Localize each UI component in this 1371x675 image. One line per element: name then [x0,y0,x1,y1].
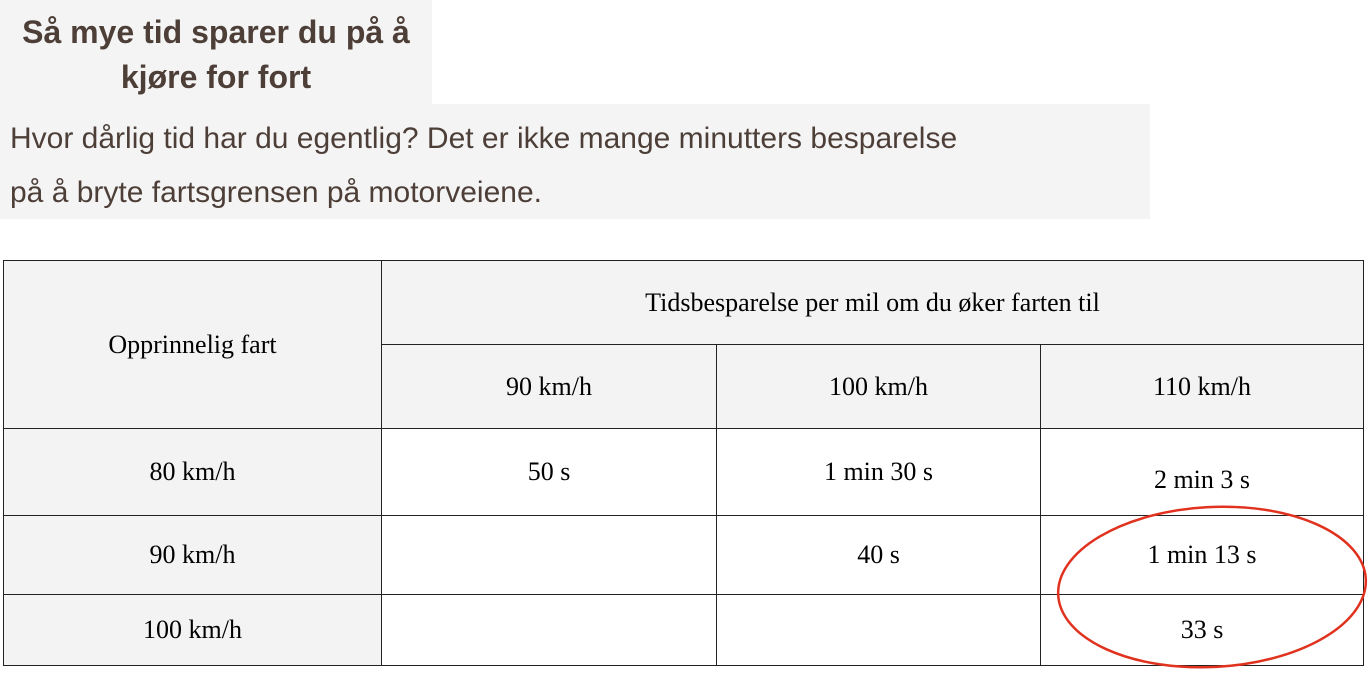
headline [0,0,432,104]
intro-line-1: Hvor dårlig tid har du egentlig? Det er ikke mange minutters besparelse [10,122,958,155]
intro-text [0,104,1150,219]
group-header-time-savings: Tidsbesparelse per mil om du øker farten til [382,261,1364,345]
column-header-110: 110 km/h [1041,345,1364,429]
table-row [4,516,1364,595]
column-header-100: 100 km/h [717,345,1041,429]
column-header-90: 90 km/h [382,345,717,429]
table-cell: 2 min 3 s [1041,429,1364,516]
row-label: 90 km/h [4,516,382,595]
table-row [4,595,1364,666]
intro-line-2: på å bryte fartsgrensen på motorveiene. [10,176,542,209]
table-cell: 33 s [1041,595,1364,666]
table-cell: 1 min 13 s [1041,516,1364,595]
table-cell: 1 min 30 s [717,429,1041,516]
table-cell: 50 s [382,429,717,516]
headline-line-1: Så mye tid sparer du på å [22,14,410,50]
row-header-original-speed: Opprinnelig fart [4,261,382,429]
row-label: 100 km/h [4,595,382,666]
table-row [4,429,1364,516]
time-savings-table [3,260,1364,666]
table-cell: 40 s [717,516,1041,595]
table-cell [382,516,717,595]
row-label: 80 km/h [4,429,382,516]
table-cell [382,595,717,666]
headline-line-2: kjøre for fort [120,59,312,95]
table-cell [717,595,1041,666]
